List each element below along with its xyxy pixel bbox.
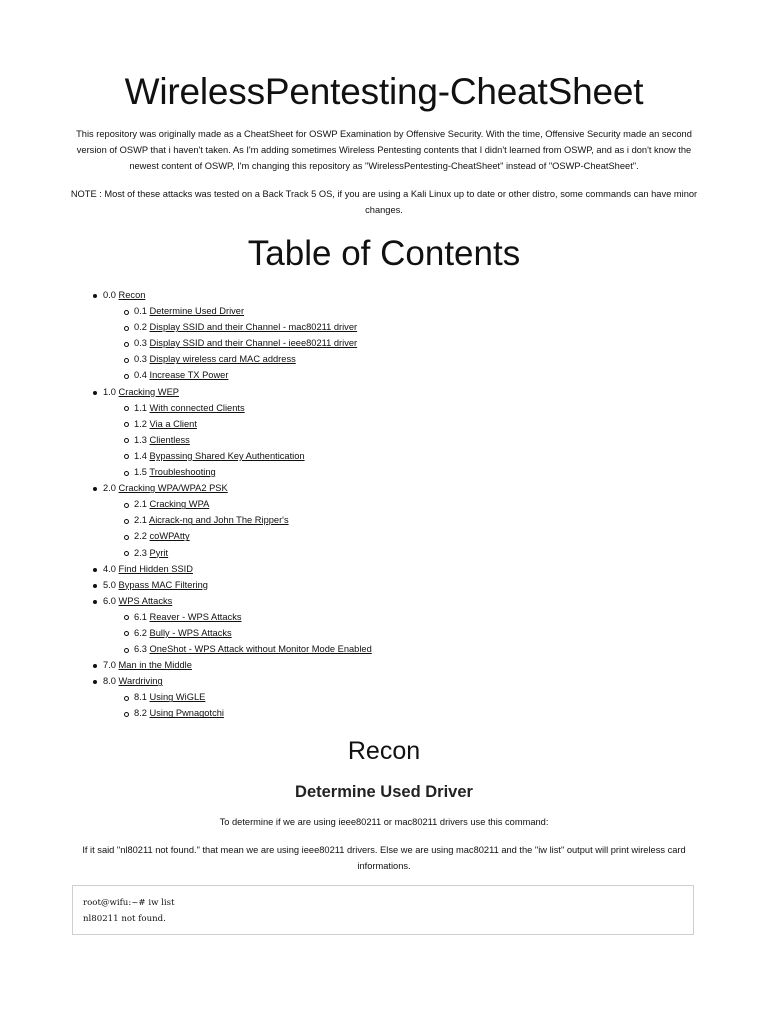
toc-link[interactable]: WPS Attacks (118, 595, 173, 606)
toc-item (103, 577, 603, 593)
toc-link[interactable]: Display SSID and their Channel - ieee80211 driver (149, 338, 358, 349)
toc-link[interactable]: Find Hidden SSID (118, 563, 193, 574)
toc-item (103, 641, 603, 657)
toc-item (103, 335, 603, 351)
toc-item-number: 6.2 (134, 627, 147, 638)
toc-item (103, 351, 603, 367)
toc-item-number: 5.0 (103, 579, 116, 590)
toc-item (103, 689, 603, 705)
note-paragraph: NOTE : Most of these attacks was tested on a Back Track 5 OS, if you are using a Kali Linux up to date or other distro, some commands can have minor changes. (70, 189, 698, 215)
toc-item-number: 6.1 (134, 611, 147, 622)
toc-item-number: 4.0 (103, 563, 116, 574)
page-title: WirelessPentesting-CheatSheet (124, 71, 644, 112)
toc-item-number: 1.4 (134, 450, 147, 461)
nl80211-description: If it said "nl80211 not found." that mean we are using ieee80211 drivers. Else we are using mac80211 and the "iw list" output will print wireless card informations. (82, 845, 686, 871)
toc-item-number: 1.2 (134, 418, 147, 429)
command-description: To determine if we are using ieee80211 or mac80211 drivers use this command: (219, 817, 549, 827)
toc-item (103, 705, 603, 721)
toc-link[interactable]: Cracking WEP (118, 386, 179, 397)
toc-item-number: 1.3 (134, 434, 147, 445)
toc-item (103, 593, 603, 609)
toc-item-number: 2.0 (103, 483, 116, 494)
code-line-output: nl80211 not found. (83, 913, 166, 924)
toc-item (103, 512, 603, 528)
toc-item (103, 673, 603, 689)
intro-paragraph: This repository was originally made as a CheatSheet for OSWP Examination by Offensive Security. With the time, Offensive Security made an second version of OSWP that i haven't taken. As I'm adding sometimes Wireless Pentesting contents that I didn't learned from OSWP, and as i don't know the newest content of OSWP, I'm changing this repository as "WirelessPentesting-CheatSheet" instead of "OSWP-CheatSheet". (76, 129, 692, 171)
toc-item-number: 8.0 (103, 676, 116, 687)
toc-link[interactable]: Wardriving (118, 676, 163, 687)
toc-item (103, 367, 603, 383)
toc-item (103, 319, 603, 335)
toc-item (103, 496, 603, 512)
toc-item (103, 303, 603, 319)
toc-item (103, 545, 603, 561)
toc-link[interactable]: Man in the Middle (118, 660, 192, 671)
toc-item-number: 2.1 (134, 499, 147, 510)
toc-item-number: 0.0 (103, 290, 116, 300)
toc-item-number: 1.0 (103, 386, 116, 397)
toc-item-number: 2.3 (134, 547, 147, 558)
toc-item-number: 7.0 (103, 660, 116, 671)
toc-item-number: 0.1 (134, 306, 147, 317)
toc-link[interactable]: Increase TX Power (149, 370, 229, 381)
toc-link[interactable]: Determine Used Driver (149, 306, 245, 317)
toc-item (103, 432, 603, 448)
toc-link[interactable]: Aicrack-ng and John The Ripper's (149, 515, 289, 526)
toc-link[interactable]: Via a Client (149, 418, 197, 429)
toc-link[interactable]: Bully - WPS Attacks (149, 627, 232, 638)
toc-item-number: 1.5 (134, 467, 147, 478)
toc-item (103, 416, 603, 432)
toc-item-number: 6.0 (103, 595, 116, 606)
code-line-command: root@wifu:~# iw list (83, 898, 175, 908)
toc-link[interactable]: Using Pwnagotchi (149, 708, 224, 719)
toc-item-number: 6.3 (134, 644, 147, 655)
toc-item (103, 287, 603, 303)
toc-link[interactable]: With connected Clients (149, 402, 245, 413)
toc-link[interactable]: Reaver - WPS Attacks (149, 611, 242, 622)
toc-item (103, 464, 603, 480)
toc-item-number: 0.4 (134, 370, 147, 381)
toc-item-number: 8.2 (134, 708, 147, 719)
toc-item (103, 625, 603, 641)
toc-item (103, 657, 603, 673)
toc-item (103, 400, 603, 416)
code-block (72, 885, 694, 935)
toc-item (103, 528, 603, 544)
toc-item (103, 480, 603, 496)
toc-link[interactable]: Bypass MAC Filtering (118, 579, 208, 590)
toc-item (103, 561, 603, 577)
section-heading-recon: Recon (347, 737, 421, 765)
toc-link[interactable]: Recon (118, 290, 146, 300)
toc-link[interactable]: OneShot - WPS Attack without Monitor Mode Enabled (149, 644, 372, 655)
toc-heading: Table of Contents (247, 234, 521, 273)
toc-link[interactable]: Clientless (149, 434, 190, 445)
toc-item-number: 1.1 (134, 402, 147, 413)
toc-item (103, 448, 603, 464)
toc-item-number: 0.2 (134, 322, 147, 333)
toc-link[interactable]: Bypassing Shared Key Authentication (149, 450, 305, 461)
toc-item-number: 8.1 (134, 692, 147, 703)
toc-link[interactable]: Display wireless card MAC address (149, 354, 296, 365)
toc-link[interactable]: Display SSID and their Channel - mac80211 driver (149, 322, 358, 333)
toc-link[interactable]: Cracking WPA (149, 499, 210, 510)
toc-link[interactable]: Troubleshooting (149, 467, 216, 478)
toc-item-number: 0.3 (134, 338, 147, 349)
toc-link[interactable]: Cracking WPA/WPA2 PSK (118, 483, 228, 494)
toc-item-number: 0.3 (134, 354, 147, 365)
toc-link[interactable]: coWPAtty (149, 531, 190, 542)
toc-item (103, 609, 603, 625)
toc-item-number: 2.2 (134, 531, 147, 542)
toc-link[interactable]: Pyrit (149, 547, 169, 558)
toc-item-number: 2.1 (134, 515, 147, 526)
subsection-heading-driver: Determine Used Driver (295, 783, 473, 801)
toc-list (103, 287, 603, 722)
toc-item (103, 384, 603, 400)
toc-link[interactable]: Using WiGLE (149, 692, 206, 703)
